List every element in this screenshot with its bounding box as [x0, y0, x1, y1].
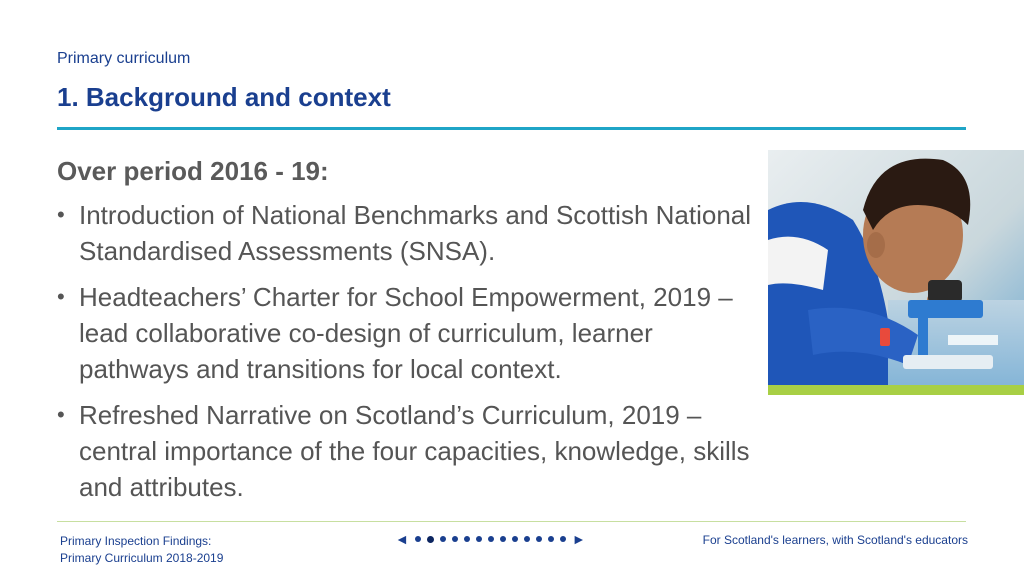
page-dot[interactable] — [427, 536, 434, 543]
slide-title: 1. Background and context — [57, 82, 391, 112]
page-dot[interactable] — [512, 536, 518, 542]
page-dot[interactable] — [476, 536, 482, 542]
bullet-text: Headteachers’ Charter for School Empowerment, 2019 – lead collaborative co-design of curriculum, learner pathways and transitions for local context. — [79, 282, 733, 384]
footer-tagline: For Scotland's learners, with Scotland's educators — [702, 533, 968, 547]
bullet-text: Refreshed Narrative on Scotland’s Curriculum, 2019 – central importance of the four capacities, knowledge, skills and attributes. — [79, 400, 750, 502]
page-dot[interactable] — [452, 536, 458, 542]
page-dot[interactable] — [464, 536, 470, 542]
footer-title-line2: Primary Curriculum 2018-2019 — [60, 551, 224, 565]
student-microscope-photo — [768, 150, 1024, 395]
bullet-list — [57, 197, 757, 505]
photo-accent-bar — [768, 385, 1024, 395]
bullet-item — [57, 397, 757, 505]
bullet-icon: • — [57, 402, 65, 427]
page-dot[interactable] — [560, 536, 566, 542]
page-dots — [415, 536, 566, 543]
section-label: Primary curriculum — [57, 50, 191, 67]
bullet-icon: • — [57, 284, 65, 309]
bullet-text: Introduction of National Benchmarks and Scottish National Standardised Assessments (SNSA). — [79, 200, 752, 266]
footer-document-title — [60, 533, 223, 567]
slide-content — [57, 150, 757, 515]
period-heading: Over period 2016 - 19: — [57, 156, 329, 186]
footer-title-line1: Primary Inspection Findings: — [60, 534, 212, 548]
page-dot[interactable] — [548, 536, 554, 542]
page-dot[interactable] — [488, 536, 494, 542]
page-dot[interactable] — [536, 536, 542, 542]
page-dot[interactable] — [524, 536, 530, 542]
page-dot[interactable] — [500, 536, 506, 542]
footer-divider — [57, 521, 966, 522]
bullet-item — [57, 197, 757, 269]
slide-pager — [395, 531, 586, 547]
bullet-icon: • — [57, 202, 65, 227]
prev-arrow-icon[interactable]: ◄ — [395, 531, 409, 547]
title-divider — [57, 127, 966, 130]
page-dot[interactable] — [440, 536, 446, 542]
bullet-item — [57, 279, 757, 387]
next-arrow-icon[interactable]: ► — [571, 531, 586, 547]
page-dot[interactable] — [415, 536, 421, 542]
